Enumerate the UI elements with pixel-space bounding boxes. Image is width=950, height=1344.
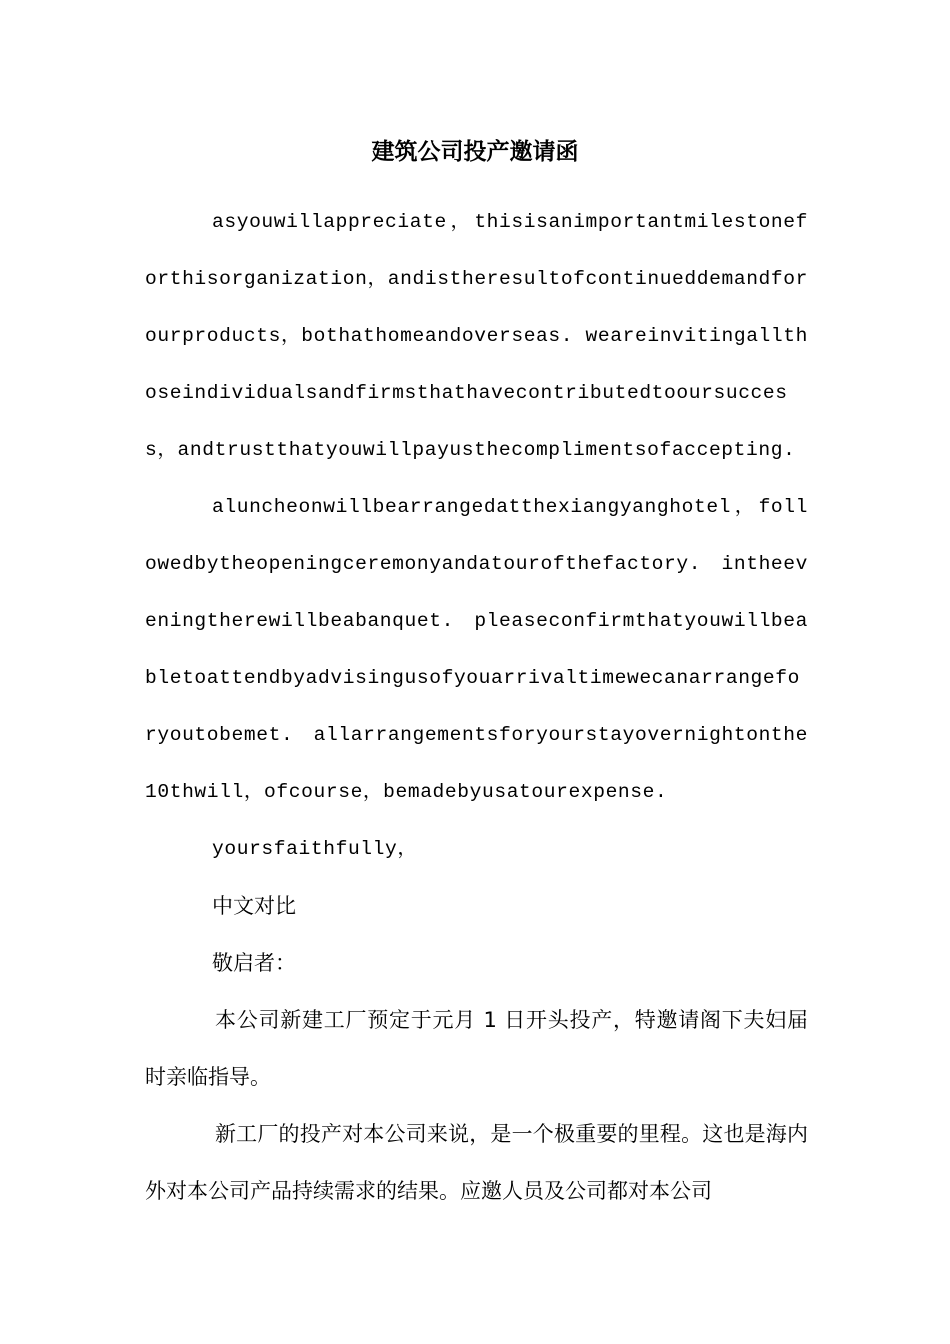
paragraph-chinese-1: 本公司新建工厂预定于元月 1 日开头投产，特邀请阁下夫妇届时亲临指导。 <box>145 1008 808 1089</box>
paragraph-english-2: aluncheonwillbearrangedatthexiangyanghotel，followedbytheopeningceremonyandatourofthefactory. intheeveningtherewillbeabanquet. pleaseconfirmthatyouwillbeabletoattendbyadvisingusofyouarrivaltimewecanarrangeforyoutobemet. allarrangementsforyourstayovernightonthe10thwill，ofcourse，bemadebyusatourexpense. <box>145 496 808 803</box>
closing-english: yoursfaithfully， <box>212 838 418 860</box>
salutation-chinese: 敬启者： <box>212 951 296 975</box>
document-title: 建筑公司投产邀请函 <box>371 138 579 165</box>
paragraph-chinese-2: 新工厂的投产对本公司来说，是一个极重要的里程。这也是海内外对本公司产品持续需求的结果。应邀人员及公司都对本公司 <box>145 1122 808 1203</box>
chinese-comparison-heading: 中文对比 <box>212 894 296 918</box>
document-body <box>145 194 808 1220</box>
paragraph-english-1: asyouwillappreciate，thisisanimportantmilestoneforthisorganization，andistheresultofcontinueddemandforourproducts，bothathomeandoverseas. weareinvitingallthoseindividualsandfirmsthathavecontributedtooursuccess，andtrustthatyouwillpayusthecomplimentsofaccepting. <box>145 211 808 461</box>
